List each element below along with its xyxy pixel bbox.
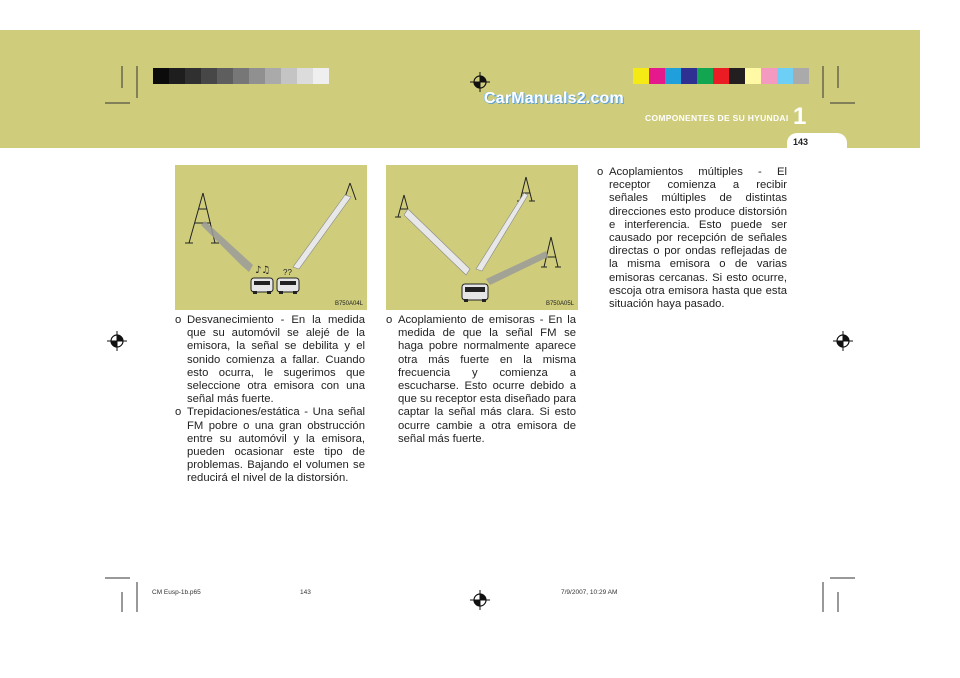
grayscale-color-bar <box>153 68 329 84</box>
color-swatch <box>713 68 729 84</box>
color-swatch <box>633 68 649 84</box>
color-swatch <box>201 68 217 84</box>
figure-capture <box>386 165 578 310</box>
column-1-text <box>175 314 365 486</box>
svg-text:♪♫: ♪♫ <box>255 265 271 276</box>
registration-target-icon <box>107 331 127 351</box>
color-swatch <box>761 68 777 84</box>
column-3-text <box>597 166 787 311</box>
figure-code: B750A05L <box>545 301 574 307</box>
color-swatch <box>249 68 265 84</box>
list-item: o Acoplamiento de emisoras - En la medida de que la señal FM se haga pobre normalmente aparece otra más fuerte en la misma frecuencia y comienza a escucharse. Esto ocurre debido a que su receptor esta diseñado para captar la señal más clara. Si esto ocurre cambie a otra emisora de señal más fuerte. <box>386 314 576 445</box>
figure-fading <box>175 165 367 310</box>
footer-file-name: CM Eusp-1b.p65 <box>152 589 201 596</box>
chapter-number: 1 <box>793 103 807 130</box>
list-item: o Desvanecimiento - En la medida que su automóvil se alejé de la emisora, la señal se debilita y el sonido comienza a fallar. Cuando esto ocurra, le sugerimos que seleccione otra emisora con una señal más fuerte. <box>175 314 365 406</box>
color-swatch <box>297 68 313 84</box>
footer-page: 143 <box>300 589 311 596</box>
cmyk-color-bar <box>633 68 809 84</box>
color-swatch <box>649 68 665 84</box>
color-swatch <box>745 68 761 84</box>
header-band <box>0 30 920 148</box>
list-item: o Trepidaciones/estática - Una señal FM pobre o una gran obstrucción entre su automóvil y la emisora, pueden ocasionar este tipo de problemas. Bajando el volumen se reducirá el nivel de la distorsión. <box>175 406 365 485</box>
color-swatch <box>265 68 281 84</box>
color-swatch <box>185 68 201 84</box>
list-item: o Acoplamientos múltiples - El receptor comienza a recibir señales múltiples de distintas direcciones esto produce distorsión e interferencia. Esto puede ser causado por recepción de señales directas o por ondas reflejadas de la misma emisora o de varias emisoras cercanas. Si esto ocurre, escoja otra emisora hasta que esta situación haya pasado. <box>597 166 787 311</box>
registration-target-icon <box>470 72 490 92</box>
chapter-title: COMPONENTES DE SU HYUNDAI <box>645 113 789 123</box>
registration-target-icon <box>833 331 853 351</box>
color-swatch <box>729 68 745 84</box>
watermark-text[interactable]: CarManuals2.com <box>484 90 624 107</box>
color-swatch <box>793 68 809 84</box>
page-number: 143 <box>793 137 809 147</box>
color-swatch <box>281 68 297 84</box>
color-swatch <box>233 68 249 84</box>
color-swatch <box>777 68 793 84</box>
figure-capture-illustration <box>386 165 578 310</box>
color-swatch <box>681 68 697 84</box>
figure-fading-illustration <box>175 165 367 310</box>
color-swatch <box>665 68 681 84</box>
question-marks: ?? <box>283 268 292 277</box>
figure-code: B750A04L <box>334 301 363 307</box>
color-swatch <box>697 68 713 84</box>
column-2-text <box>386 314 576 446</box>
registration-target-icon <box>470 590 490 610</box>
color-swatch <box>313 68 329 84</box>
color-swatch <box>169 68 185 84</box>
footer-date-time: 7/9/2007, 10:29 AM <box>561 589 618 596</box>
color-swatch <box>153 68 169 84</box>
color-swatch <box>217 68 233 84</box>
